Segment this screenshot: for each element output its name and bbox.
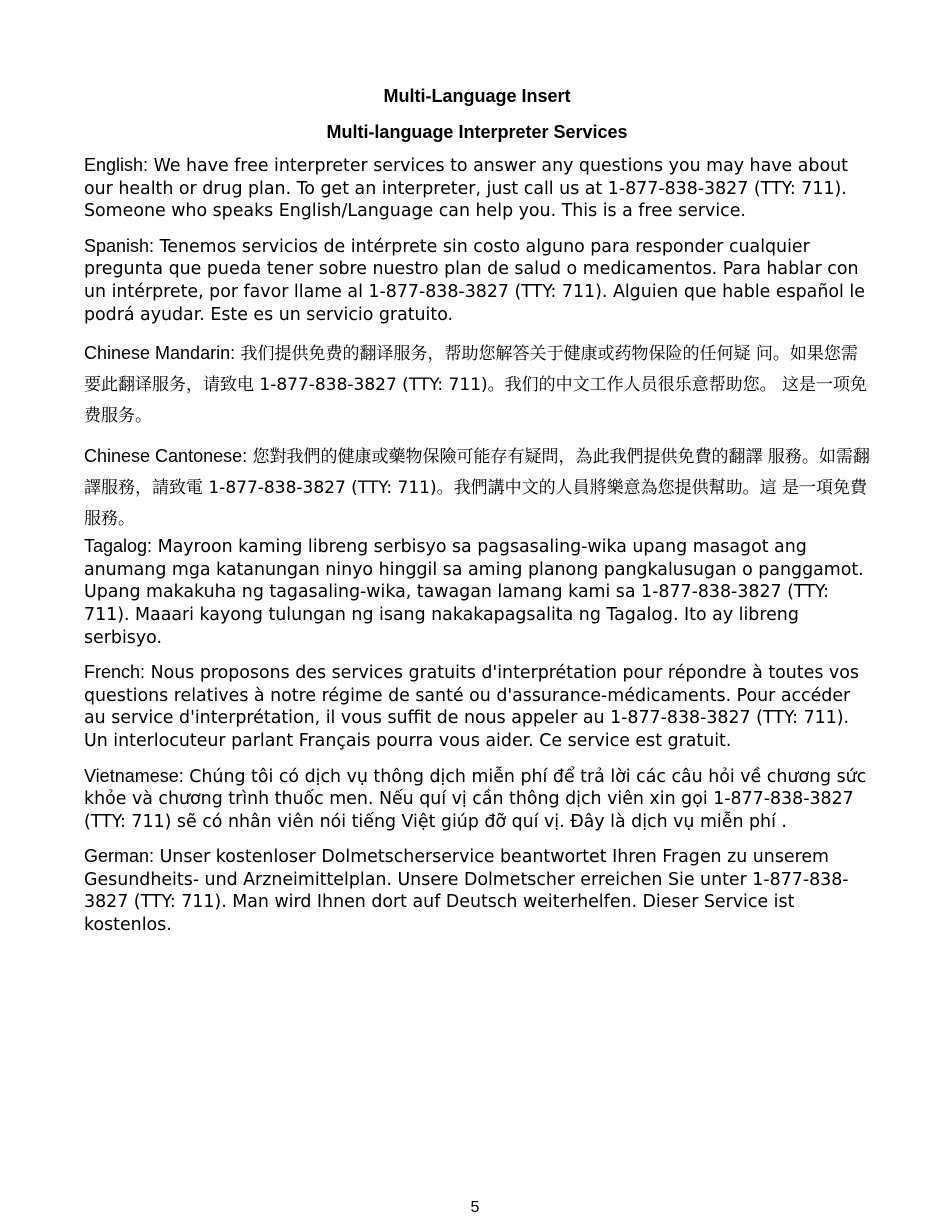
section-tagalog — [84, 535, 870, 649]
page-number: 5 — [470, 1199, 480, 1216]
document-subtitle: Multi-language Interpreter Services — [326, 122, 628, 142]
section-chinese-cantonese — [84, 441, 870, 535]
section-text: Chúng tôi có dịch vụ thông dịch miễn phí để trả lời các câu hỏi về chương sức khỏe và chương trình thuốc men. Nếu quí vị cần thông dịch viên xin gọi 1-877-838-3827 (TTY: 711) sẽ có nhân viên nói tiếng Việt giúp đỡ quí vị. Đây là dịch vụ miễn phí . — [84, 766, 867, 832]
section-english — [84, 154, 870, 223]
section-text: Tenemos servicios de intérprete sin costo alguno para responder cualquier pregunta que pueda tener sobre nuestro plan de salud o medicamentos. Para hablar con un intérprete, por favor llame al 1-877-838-3827 (TTY: 711). Alguien que hable español le podrá ayudar. Este es un servicio gratuito. — [84, 236, 865, 325]
language-label: English: — [84, 155, 149, 175]
section-german — [84, 845, 870, 936]
section-text: 您對我們的健康或藥物保險可能存有疑問，為此我們提供免費的翻譯 服務。如需翻譯服務，請致電 1-877-838-3827 (TTY: 711)。我們講中文的人員將樂意為您提供幫助。這 是一項免費服務。 — [84, 447, 870, 530]
section-text: Mayroon kaming libreng serbisyo sa pagsasaling-wika upang masagot ang anumang mga katanungan ninyo hinggil sa aming planong pangkalusugan o panggamot. Upang makakuha ng tagasaling-wika, tawagan lamang kami sa 1-877-838-3827 (TTY: 711). Maaari kayong tulungan ng isang nakakapagsalita ng Tagalog. Ito ay libreng serbisyo. — [84, 537, 864, 648]
language-label: Chinese Cantonese: — [84, 446, 248, 467]
document-title: Multi-Language Insert — [383, 86, 571, 106]
section-spanish — [84, 235, 870, 326]
section-text: Unser kostenloser Dolmetscherservice beantwortet Ihren Fragen zu unserem Gesundheits- und Arzneimittelplan. Unsere Dolmetscher erreichen Sie unter 1-877-838-3827 (TTY: 711). Man wird Ihnen dort auf Deutsch weiterhelfen. Dieser Service ist kostenlos. — [84, 847, 849, 936]
section-french — [84, 661, 870, 752]
language-label: Chinese Mandarin: — [84, 343, 236, 364]
section-chinese-mandarin — [84, 338, 870, 432]
language-label: Vietnamese: — [84, 765, 184, 786]
section-vietnamese — [84, 765, 870, 834]
language-label: Spanish: — [84, 235, 155, 256]
language-label: French: — [84, 662, 146, 683]
section-text: We have free interpreter services to answer any questions you may have about our health or drug plan. To get an interpreter, just call us at 1-877-838-3827 (TTY: 711). Someone who speaks English/Language can help you. This is a free service. — [84, 156, 848, 222]
section-text: 我们提供免费的翻译服务，帮助您解答关于健康或药物保险的任何疑 问。如果您需要此翻译服务，请致电 1-877-838-3827 (TTY: 711)。我们的中文工作人员很乐意帮助您。 这是一项免费服务。 — [84, 344, 868, 427]
language-label: German: — [84, 846, 155, 867]
section-text: Nous proposons des services gratuits d'interprétation pour répondre à toutes vos questions relatives à notre régime de santé ou d'assurance-médicaments. Pour accéder au service d'interprétation, il vous suffit de nous appeler au 1-877-838-3827 (TTY: 711). Un interlocuteur parlant Français pourra vous aider. Ce service est gratuit. — [84, 663, 859, 751]
language-label: Tagalog: — [84, 536, 153, 557]
document-page — [84, 84, 870, 949]
